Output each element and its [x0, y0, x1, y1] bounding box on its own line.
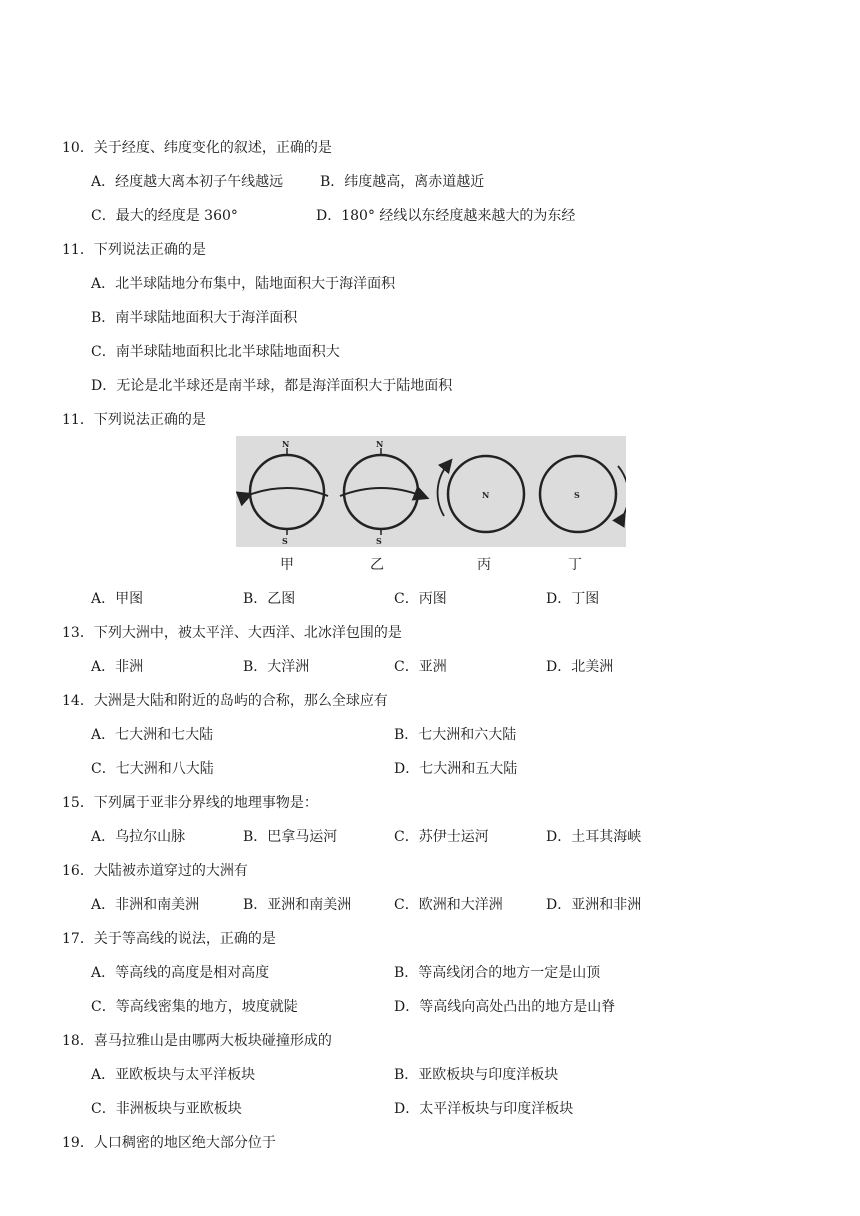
q17-option-a: A．等高线的高度是相对高度 — [91, 965, 270, 981]
q10-option-d: D．180° 经线以东经度越来越大的为东经 — [316, 208, 576, 224]
q13-option-b: B．大洋洲 — [243, 659, 310, 675]
q16-option-a: A．非洲和南美洲 — [91, 897, 200, 913]
q10-option-a: A．经度越大离本初子午线越远 — [91, 174, 284, 190]
figure-label-bing: 丙 — [477, 557, 491, 573]
earth-rotation-diagram — [236, 436, 626, 547]
q13-option-c: C．亚洲 — [394, 659, 447, 675]
earth-rotation-figure — [236, 436, 626, 547]
q15-option-a: A．乌拉尔山脉 — [91, 829, 186, 845]
q13-option-a: A．非洲 — [91, 659, 144, 675]
q16-option-c: C．欧洲和大洋洲 — [394, 897, 503, 913]
q18-option-d: D．太平洋板块与印度洋板块 — [394, 1101, 574, 1117]
question-16-stem: 16．大陆被赤道穿过的大洲有 — [62, 863, 248, 879]
globe-jia-south-letter: S — [282, 536, 288, 546]
q11-option-d: D．无论是北半球还是南半球，都是海洋面积大于陆地面积 — [91, 378, 453, 394]
q18-option-a: A．亚欧板块与太平洋板块 — [91, 1067, 256, 1083]
figure-label-yi: 乙 — [370, 557, 384, 573]
q11-option-c: C．南半球陆地面积比北半球陆地面积大 — [91, 344, 340, 360]
globe-bing-pole-letter: N — [482, 490, 490, 500]
question-15-stem: 15．下列属于亚非分界线的地理事物是： — [62, 795, 318, 811]
globe-jia — [246, 439, 328, 546]
q12-option-c: C．丙图 — [394, 591, 447, 607]
q10-option-b: B．纬度越高，离赤道越近 — [320, 174, 485, 190]
q14-option-a: A．七大洲和七大陆 — [91, 727, 214, 743]
q17-option-c: C．等高线密集的地方，坡度就陡 — [91, 999, 298, 1015]
question-13-stem: 13．下列大洲中，被太平洋、大西洋、北冰洋包围的是 — [62, 625, 402, 641]
q11-option-a: A．北半球陆地分布集中，陆地面积大于海洋面积 — [91, 276, 396, 292]
q17-option-b: B．等高线闭合的地方一定是山顶 — [394, 965, 601, 981]
q12-option-b: B．乙图 — [243, 591, 296, 607]
q18-option-c: C．非洲板块与亚欧板块 — [91, 1101, 242, 1117]
question-14-stem: 14．大洲是大陆和附近的岛屿的合称，那么全球应有 — [62, 693, 388, 709]
q17-option-d: D．等高线向高处凸出的地方是山脊 — [394, 999, 616, 1015]
q10-option-c: C．最大的经度是 360° — [91, 208, 238, 224]
figure-label-ding: 丁 — [568, 557, 582, 573]
globe-yi-south-letter: S — [376, 536, 382, 546]
q14-option-b: B．七大洲和六大陆 — [394, 727, 517, 743]
globe-yi-north-letter: N — [376, 439, 384, 449]
q12-option-d: D．丁图 — [546, 591, 600, 607]
question-17-stem: 17．关于等高线的说法，正确的是 — [62, 931, 276, 947]
q16-option-d: D．亚洲和非洲 — [546, 897, 642, 913]
question-18-stem: 18．喜马拉雅山是由哪两大板块碰撞形成的 — [62, 1033, 332, 1049]
globe-yi — [340, 439, 422, 546]
question-11-stem: 11．下列说法正确的是 — [62, 242, 206, 258]
q11-option-b: B．南半球陆地面积大于海洋面积 — [91, 310, 298, 326]
q15-option-c: C．苏伊士运河 — [394, 829, 489, 845]
figure-label-jia: 甲 — [280, 557, 294, 573]
globe-jia-north-letter: N — [282, 439, 290, 449]
q15-option-d: D．土耳其海峡 — [546, 829, 642, 845]
q14-option-d: D．七大洲和五大陆 — [394, 761, 518, 777]
q13-option-d: D．北美洲 — [546, 659, 614, 675]
globe-ding-pole-letter: S — [574, 490, 580, 500]
q18-option-b: B．亚欧板块与印度洋板块 — [394, 1067, 559, 1083]
globe-bing — [438, 456, 524, 532]
question-10-stem: 10．关于经度、纬度变化的叙述，正确的是 — [62, 140, 332, 156]
question-19-stem: 19．人口稠密的地区绝大部分位于 — [62, 1135, 276, 1151]
question-12-stem: 11．下列说法正确的是 — [62, 412, 206, 428]
q16-option-b: B．亚洲和南美洲 — [243, 897, 352, 913]
q15-option-b: B．巴拿马运河 — [243, 829, 338, 845]
globe-ding — [540, 456, 626, 532]
q14-option-c: C．七大洲和八大陆 — [91, 761, 214, 777]
q12-option-a: A．甲图 — [91, 591, 144, 607]
